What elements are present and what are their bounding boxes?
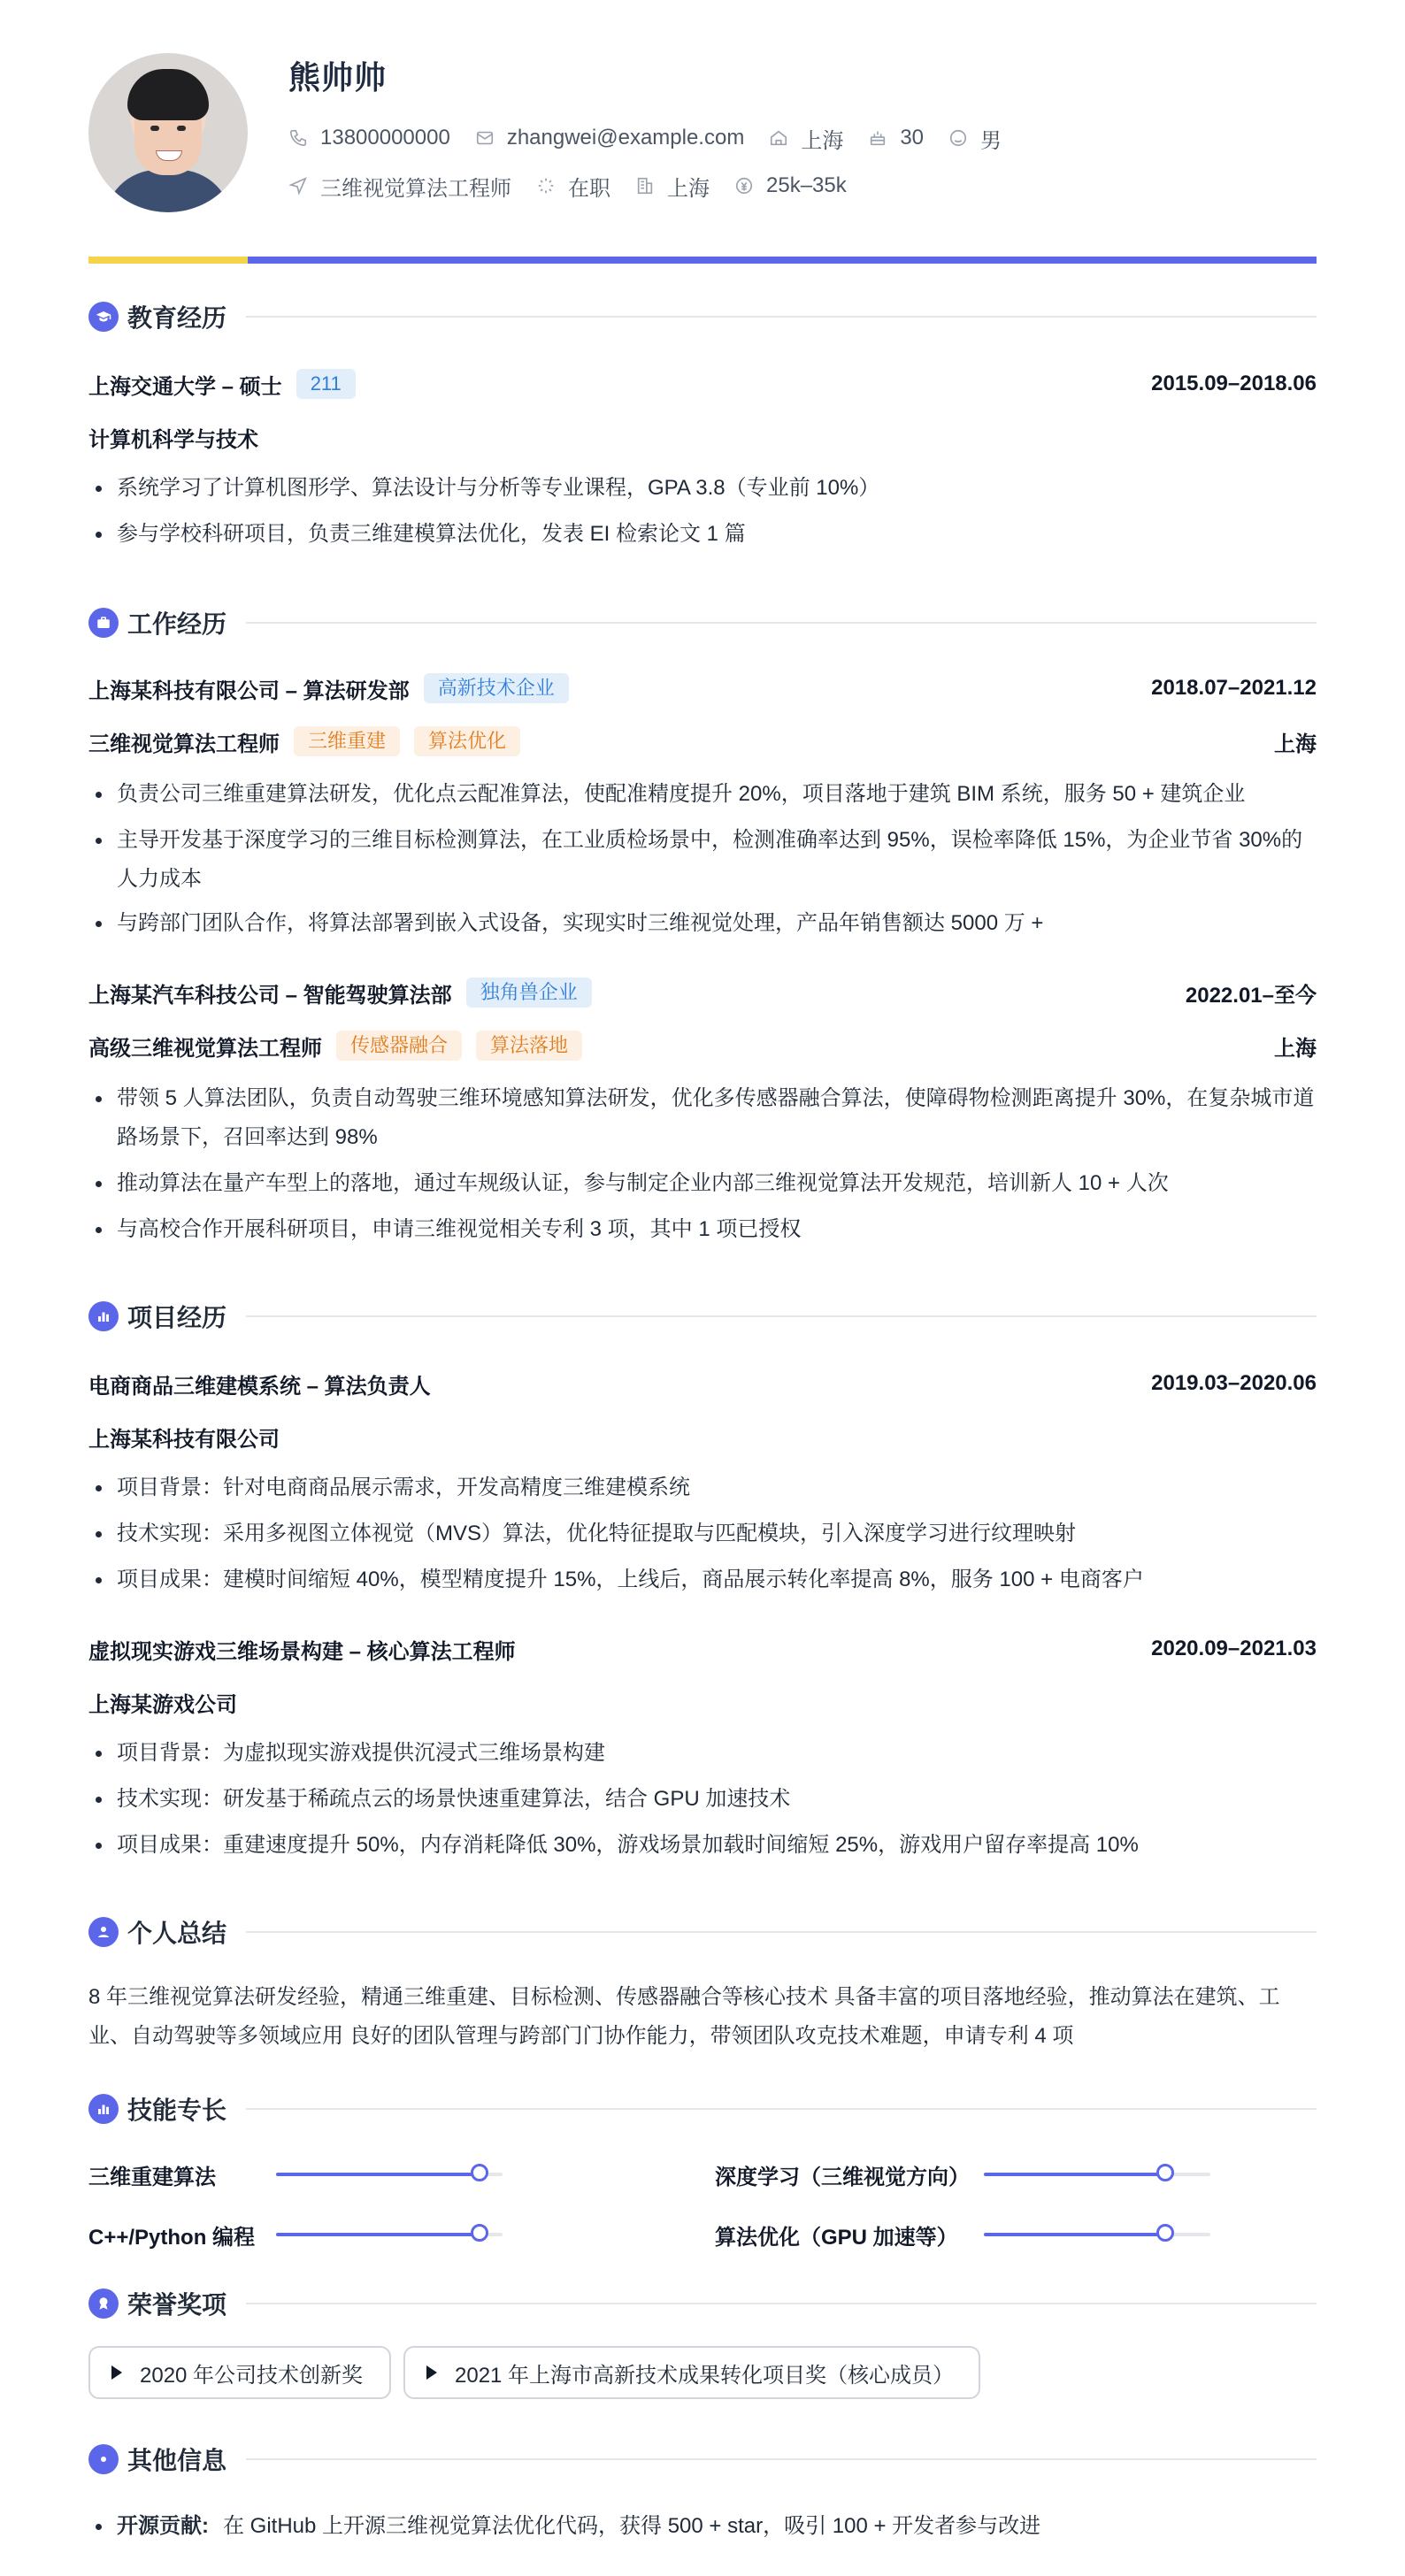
list-item: 主导开发基于深度学习的三维目标检测算法，在工业质检场景中，检测准确率达到 95%，误检率降低 15%，为企业节省 30%的人力成本 <box>88 821 1317 899</box>
gender-item <box>948 123 1002 154</box>
phone-icon <box>288 128 308 148</box>
work-city: 上海 <box>1274 1036 1317 1061</box>
section-title: 其他信息 <box>127 2447 227 2474</box>
triangle-icon <box>426 2365 437 2380</box>
status-text: 在职 <box>568 176 610 201</box>
work-title-row <box>88 1030 1317 1062</box>
phone-text: 13800000000 <box>320 126 450 150</box>
info-icon <box>88 2444 119 2474</box>
award-text: 2020 年公司技术创新奖 <box>140 2363 364 2388</box>
project-dates: 2020.09–2021.03 <box>1151 1637 1317 1660</box>
list-item: 项目成果：重建速度提升 50%，内存消耗降低 30%，游戏场景加载时间缩短 25%，游戏用户留存率提高 10% <box>88 1826 1317 1865</box>
position-text: 三维视觉算法工程师 <box>320 176 511 201</box>
major: 计算机科学与技术 <box>88 427 258 452</box>
list-item: 与高校合作开展科研项目，申请三维视觉相关专利 3 项，其中 1 项已授权 <box>88 1210 1317 1249</box>
skill-bar <box>984 2173 1210 2176</box>
job-title: 三维视觉算法工程师 <box>88 732 280 756</box>
school-tag: 211 <box>296 369 356 399</box>
city-text: 上海 <box>667 176 710 201</box>
triangle-icon <box>111 2365 122 2380</box>
cake-icon <box>868 128 887 148</box>
mail-icon <box>475 128 495 148</box>
section-skills <box>88 2091 1317 2127</box>
send-icon <box>288 176 308 196</box>
skill-item <box>88 2158 503 2190</box>
list-item <box>88 2507 1317 2546</box>
other-label: 开源贡献: <box>117 2514 209 2538</box>
school-name: 上海交通大学 – 硕士 <box>88 374 282 399</box>
user-icon <box>88 1917 119 1947</box>
home-icon <box>769 128 788 148</box>
skill-bar <box>276 2233 503 2236</box>
skill-tag: 算法落地 <box>476 1031 582 1061</box>
section-title: 技能专长 <box>127 2097 227 2124</box>
skill-item <box>715 2219 1210 2250</box>
section-other <box>88 2442 1317 2477</box>
other-text: 在 GitHub 上开源三维视觉算法优化代码，获得 500 + star，吸引 100 + 开发者参与改进 <box>223 2514 1041 2538</box>
section-title: 教育经历 <box>127 304 227 332</box>
list-item: 项目背景：为虚拟现实游戏提供沉浸式三维场景构建 <box>88 1734 1317 1773</box>
phone-item <box>288 126 450 150</box>
award-item <box>88 2346 391 2399</box>
project-name: 电商商品三维建模系统 – 算法负责人 <box>88 1374 431 1399</box>
skill-bar <box>984 2233 1210 2236</box>
skill-name: C++/Python 编程 <box>88 2225 256 2250</box>
skill-name: 算法优化（GPU 加速等） <box>715 2225 958 2250</box>
location-text: 上海 <box>801 128 844 153</box>
salary-item <box>734 173 847 198</box>
email-text: zhangwei@example.com <box>506 126 745 150</box>
graduation-cap-icon <box>88 302 119 332</box>
education-major-row <box>88 421 1317 453</box>
face-icon <box>948 128 968 148</box>
work-city: 上海 <box>1274 732 1317 756</box>
candidate-name: 熊帅帅 <box>288 59 388 96</box>
list-item: 系统学习了计算机图形学、算法设计与分析等专业课程，GPA 3.8（专业前 10%） <box>88 469 1317 508</box>
work-company-row <box>88 977 1317 1008</box>
location-item <box>769 123 843 154</box>
company-name: 上海某科技有限公司 – 算法研发部 <box>88 678 410 703</box>
list-item: 负责公司三维重建算法研发，优化点云配准算法，使配准精度提升 20%，项目落地于建筑 BIM 系统，服务 50 + 建筑企业 <box>88 775 1317 814</box>
project-dates: 2019.03–2020.06 <box>1151 1371 1317 1395</box>
skill-tag: 传感器融合 <box>336 1031 462 1061</box>
bar-chart-icon <box>88 2094 119 2124</box>
loading-icon <box>536 176 556 196</box>
list-item: 项目成果：建模时间缩短 40%，模型精度提升 15%，上线后，商品展示转化率提高 8%，服务 100 + 电商客户 <box>88 1560 1317 1599</box>
list-item: 推动算法在量产车型上的落地，通过车规级认证，参与制定企业内部三维视觉算法开发规范，培训新人 10 + 人次 <box>88 1164 1317 1203</box>
skill-name: 三维重建算法 <box>88 2165 216 2189</box>
award-icon <box>88 2288 119 2319</box>
education-dates: 2015.09–2018.06 <box>1151 372 1317 395</box>
skill-name: 深度学习（三维视觉方向） <box>715 2165 970 2189</box>
building-icon <box>635 176 655 196</box>
list-item: 技术实现：采用多视图立体视觉（MVS）算法，优化特征提取与匹配模块，引入深度学习进行纹理映射 <box>88 1514 1317 1553</box>
job-title: 高级三维视觉算法工程师 <box>88 1036 322 1061</box>
resume-header <box>88 53 1317 212</box>
work-dates: 2018.07–2021.12 <box>1151 676 1317 700</box>
skill-item <box>88 2219 503 2250</box>
section-title: 荣誉奖项 <box>127 2291 227 2319</box>
section-honors <box>88 2286 1317 2321</box>
education-header <box>88 368 1317 400</box>
city-item <box>635 171 710 202</box>
status-item <box>536 171 610 202</box>
company-tag: 高新技术企业 <box>424 673 569 703</box>
award-text: 2021 年上海市高新技术成果转化项目奖（核心成员） <box>455 2363 955 2388</box>
contact-row <box>288 124 1026 152</box>
briefcase-icon <box>88 608 119 638</box>
list-item: 带领 5 人算法团队，负责自动驾驶三维环境感知算法研发，优化多传感器融合算法，使障碍物检测距离提升 30%，在复杂城市道路场景下，召回率达到 98% <box>88 1079 1317 1157</box>
salary-text: 25k–35k <box>766 173 847 197</box>
work-dates: 2022.01–至今 <box>1185 983 1317 1008</box>
section-work <box>88 605 1317 640</box>
project-org-row <box>88 1421 1317 1453</box>
position-item <box>288 171 511 202</box>
age-item <box>868 126 924 150</box>
section-title: 工作经历 <box>127 610 227 638</box>
skill-tag: 三维重建 <box>294 726 400 756</box>
summary-text: 8 年三维视觉算法研发经验，精通三维重建、目标检测、传感器融合等核心技术 具备丰富的项目落地经验，推动算法在建筑、工业、自动驾驶等多领域应用 良好的团队管理与跨部门门协作能力，带领团队攻克技术难题，申请专利 4 项 <box>88 1985 1280 2048</box>
section-summary <box>88 1914 1317 1950</box>
header-divider <box>88 257 1317 264</box>
list-item: 参与学校科研项目，负责三维建模算法优化，发表 EI 检索论文 1 篇 <box>88 515 1317 554</box>
company-tag: 独角兽企业 <box>466 978 592 1008</box>
company-name: 上海某汽车科技公司 – 智能驾驶算法部 <box>88 983 452 1008</box>
list-item: 与跨部门团队合作，将算法部署到嵌入式设备，实现实时三维视觉处理，产品年销售额达 5000 万 + <box>88 904 1317 943</box>
project-org-row <box>88 1686 1317 1718</box>
job-row <box>288 172 871 200</box>
project-name: 虚拟现实游戏三维场景构建 – 核心算法工程师 <box>88 1639 516 1664</box>
email-item <box>475 126 745 150</box>
section-projects <box>88 1299 1317 1334</box>
project-org: 上海某游戏公司 <box>88 1692 237 1717</box>
award-item <box>403 2346 980 2399</box>
bar-chart-icon <box>88 1301 119 1331</box>
list-item: 技术实现：研发基于稀疏点云的场景快速重建算法，结合 GPU 加速技术 <box>88 1780 1317 1819</box>
age-text: 30 <box>900 126 925 150</box>
skill-bar <box>276 2173 503 2176</box>
project-header <box>88 1368 1317 1399</box>
gender-text: 男 <box>980 128 1002 153</box>
section-title: 个人总结 <box>127 1920 227 1947</box>
work-company-row <box>88 672 1317 704</box>
project-header <box>88 1633 1317 1665</box>
project-org: 上海某科技有限公司 <box>88 1427 280 1452</box>
avatar <box>88 53 248 212</box>
skill-tag: 算法优化 <box>414 726 520 756</box>
work-title-row <box>88 725 1317 757</box>
section-title: 项目经历 <box>127 1304 227 1331</box>
skill-item <box>715 2158 1210 2190</box>
section-education <box>88 299 1317 334</box>
list-item: 项目背景：针对电商商品展示需求，开发高精度三维建模系统 <box>88 1468 1317 1507</box>
money-icon <box>734 176 754 196</box>
